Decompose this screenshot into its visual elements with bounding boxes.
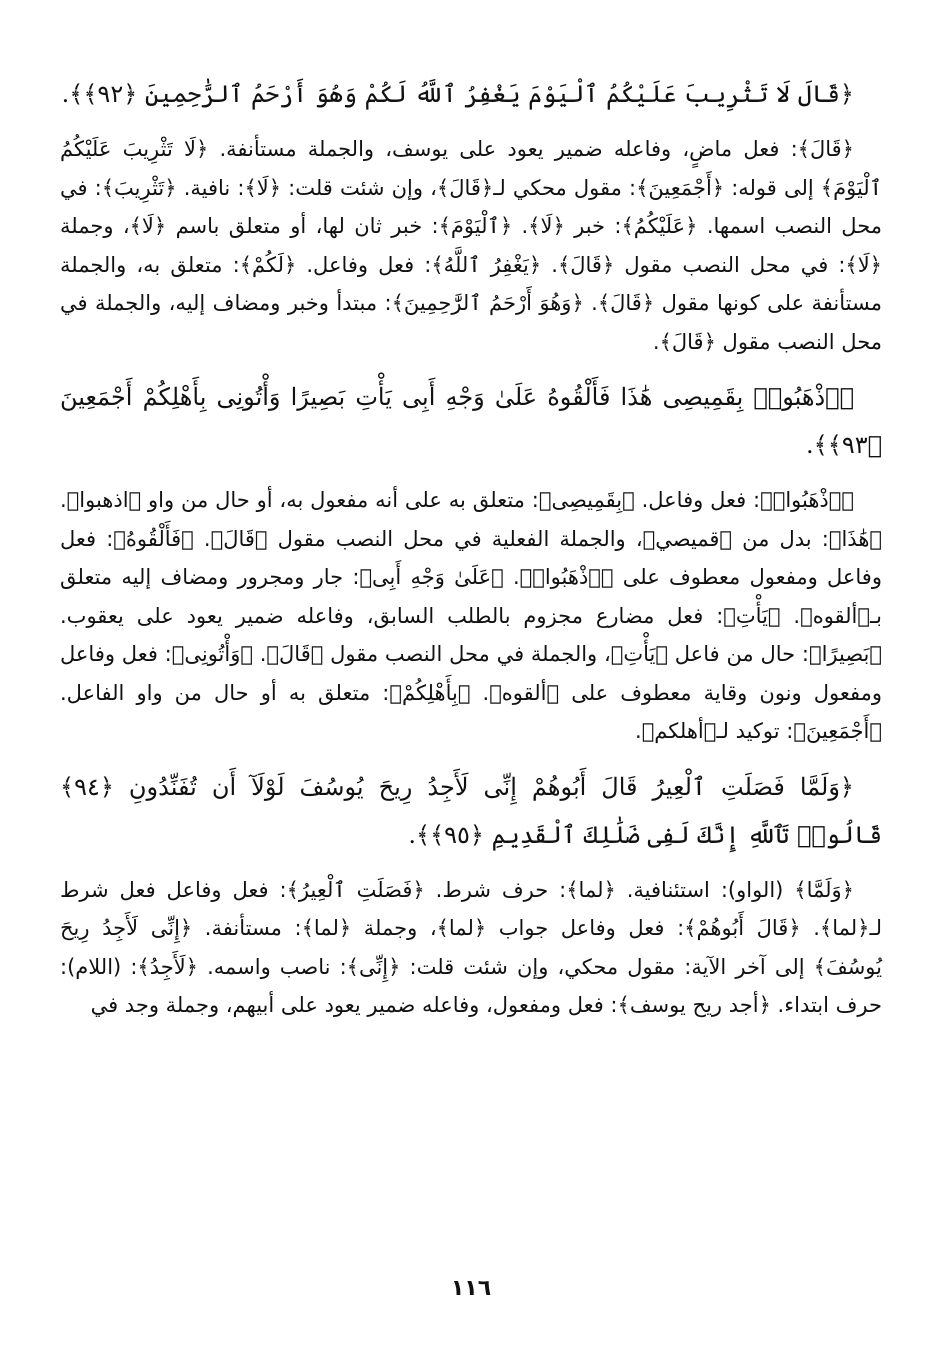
verse-93: ﴿ٱذْهَبُوا۟ بِقَمِيصِى هَٰذَا فَأَلْقُوهُ عَلَىٰ وَجْهِ أَبِى يَأْتِ بَصِيرًا وَأْتُونِى بِأَهْلِكُمْ أَجْمَعِينَ ﴿٩٣﴾﴾. [60,383,882,459]
verse-94-95: ﴿وَلَمَّا فَصَلَتِ ٱلْعِيرُ قَالَ أَبُوهُمْ إِنِّى لَأَجِدُ رِيحَ يُوسُفَ لَوْلَآ أَن تُفَنِّدُونِ ﴿٩٤﴾ قَالُوا۟ تَٱللَّهِ إِنَّكَ لَفِى ضَلَٰلِكَ ٱلْقَدِيمِ ﴿٩٥﴾﴾. [60,772,882,849]
commentary-verse-92: ﴿قَالَ﴾: فعل ماضٍ، وفاعله ضمير يعود على يوسف، والجملة مستأنفة. ﴿لَا تَثْرِيبَ عَلَيْكُمُ ٱلْيَوْمَ﴾ إلى قوله: ﴿أَجْمَعِينَ﴾: مقول محكي لـ﴿قَالَ﴾، وإن شئت قلت: ﴿لَا﴾: نافية. ﴿تَثْرِيبَ﴾: في محل النصب اسمها. ﴿عَلَيْكُمُ﴾: خبر ﴿لَا﴾. ﴿ٱلْيَوْمَ﴾: خبر ثان لها، أو متعلق باسم ﴿لَا﴾، وجملة ﴿لَا﴾: في محل النصب مقول ﴿قَالَ﴾. ﴿يَغْفِرُ ٱللَّهُ﴾: فعل وفاعل. ﴿لَكُمْ﴾: متعلق به، والجملة مستأنفة على كونها مقول ﴿قَالَ﴾. ﴿وَهُوَ أَرْحَمُ ٱلرَّٰحِمِينَ﴾: مبتدأ وخبر ومضاف إليه، والجملة في محل النصب مقول ﴿قَالَ﴾. [60,137,882,354]
page-content [60,70,882,1303]
verse-92: ﴿قَالَ لَا تَثْرِيبَ عَلَيْكُمُ ٱلْيَوْمَ يَغْفِرُ ٱللَّهُ لَكُمْ وَهُوَ أَرْحَمُ ٱلرَّٰحِمِينَ ﴿٩٢﴾﴾. [61,80,854,108]
commentary-verse-94: ﴿وَلَمَّا﴾ (الواو): استئنافية. ﴿لما﴾: حرف شرط. ﴿فَصَلَتِ ٱلْعِيرُ﴾: فعل وفاعل فعل شرط لـ﴿لما﴾. ﴿قَالَ أَبُوهُمْ﴾: فعل وفاعل جواب ﴿لما﴾، وجملة ﴿لما﴾: مستأنفة. ﴿إِنِّى لَأَجِدُ رِيحَ يُوسُفَ﴾ إلى آخر الآية: مقول محكي، وإن شئت قلت: ﴿إِنِّى﴾: ناصب واسمه. ﴿لَأَجِدُ﴾: (اللام): حرف ابتداء. ﴿أجد ريح يوسف﴾: فعل ومفعول، وفاعله ضمير يعود على أبيهم، وجملة وجد في [60,877,882,1017]
commentary-verse-93: ﴿ٱذْهَبُوا۟﴾: فعل وفاعل. ﴿بِقَمِيصِى﴾: متعلق به على أنه مفعول به، أو حال من واو ﴿اذهبوا﴾. ﴿هَٰذَا﴾: بدل من ﴿قميصي﴾، والجملة الفعلية في محل النصب مقول ﴿قَالَ﴾. ﴿فَأَلْقُوهُ﴾: فعل وفاعل ومفعول معطوف على ﴿ٱذْهَبُوا۟﴾. ﴿عَلَىٰ وَجْهِ أَبِى﴾: جار ومجرور ومضاف إليه متعلق بـ﴿ألقوه﴾. ﴿يَأْتِ﴾: فعل مضارع مجزوم بالطلب السابق، وفاعله ضمير يعود على يعقوب. ﴿بَصِيرًا﴾: حال من فاعل ﴿يَأْتِ﴾، والجملة في محل النصب مقول ﴿قَالَ﴾. ﴿وَأْتُونِى﴾: فعل وفاعل ومفعول ونون وقاية معطوف على ﴿ألقوه﴾. ﴿بِأَهْلِكُمْ﴾: متعلق به أو حال من واو الفاعل. ﴿أَجْمَعِينَ﴾: توكيد لـ﴿أهلكم﴾. [60,488,882,743]
page-number: ١١٦ [450,1276,492,1301]
